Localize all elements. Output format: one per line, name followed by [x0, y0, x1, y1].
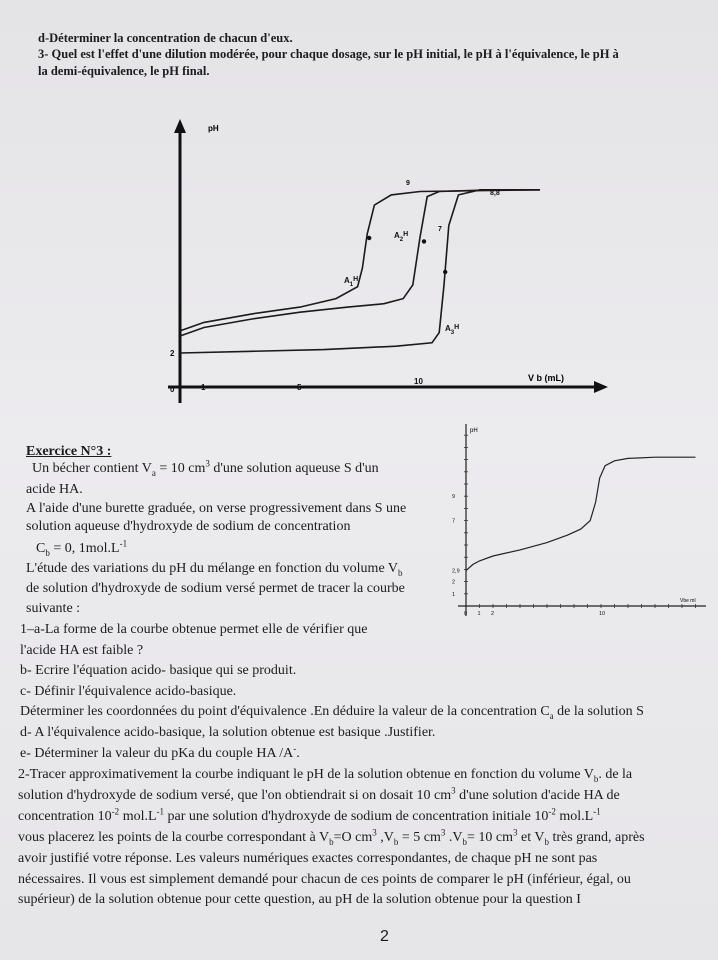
chart1-x-arrow: [594, 381, 608, 393]
chart1-point-marker: [422, 239, 426, 243]
exercise-text-line: $C_b = 0$, $1mol.L^{-1}$: [36, 538, 128, 558]
chart1-series-label: $A_3H$: [445, 324, 460, 336]
page-number: 2: [380, 928, 389, 945]
question-2-line: avoir justifié votre réponse. Les valeurs numériques exactes correspondantes, de chaque pH ne sont pas: [18, 851, 598, 866]
question-2-line: concentration $10^{-2}$ $mol.L^{-1}$ par une solution d'hydroxyde de sodium de concentration initiale $10^{-2}$ $mol.L^{-1}$: [18, 806, 601, 824]
exercise-title: Exercice N°3 :: [26, 444, 112, 459]
chart1-x-label: V b (mL): [528, 373, 564, 383]
chart1-x-tick-label: 0: [170, 385, 175, 394]
chart2-y-tick-label: 9: [452, 494, 456, 501]
exercise-text-line: Un bécher contient $V_a = 10$ $cm^3$ d'une solution aqueuse S d'un: [32, 458, 379, 478]
question-1b: b- Ecrire l'équation acido- basique qui se produit.: [20, 663, 297, 678]
chart2-x-tick-label: 2: [491, 611, 495, 617]
chart2-x-label: Vbe ml: [680, 598, 696, 604]
question-1a: 1–a-La forme de la courbe obtenue permet elle de vérifier que: [20, 622, 368, 637]
chart2-series-line: [466, 457, 696, 570]
question-2-line: vous placerez les points de la courbe correspondant à $V_b=O$ $cm^3$ $,V_b = 5$ $cm^3$ $.V_b= 10$ $cm^3$ et $V_b$ très grand, après: [18, 827, 645, 847]
chart1-annotation: 8,8: [490, 190, 500, 197]
chart1-point-marker: [367, 236, 371, 240]
question-3-line2: la demi-équivalence, le pH final.: [38, 64, 210, 78]
chart1-x-tick-label: 5: [297, 383, 302, 392]
question-d-top: d-Déterminer la concentration de chacun d'eux.: [38, 31, 293, 45]
chart1-x-tick-label: 10: [414, 377, 423, 386]
titration-chart-2: [448, 420, 710, 625]
exercise-text-line: de solution d'hydroxyde de sodium versé permet de tracer la courbe: [26, 581, 405, 596]
chart1-point-marker: [443, 270, 447, 274]
question-3-line1: 3- Quel est l'effet d'une dilution modérée, pour chaque dosage, sur le pH initial, le pH à l'équivalence, le pH à: [38, 47, 619, 61]
exercise-text-line: solution aqueuse d'hydroxyde de sodium de concentration: [26, 519, 351, 534]
question-2-line: nécessaires. Il vous est simplement demandé pour chacun de ces points de comparer le pH (inférieur, égal, ou: [18, 872, 631, 887]
chart1-series-line-A1H: [180, 190, 540, 336]
question-2-line: supérieur) de la solution obtenue pour cette question, au pH de la solution obtenue pour la question I: [18, 892, 581, 907]
chart1-series-line-A2H: [180, 190, 540, 331]
chart1-series-line-A3H: [180, 190, 540, 353]
question-2-line: solution d'hydroxyde de sodium versé, que l'on obtiendrait si on dosait 10 $cm^3$ d'une solution d'acide HA de: [18, 785, 620, 803]
chart2-y-tick-label: 7: [452, 518, 456, 525]
question-1a-cont: l'acide HA est faible ?: [20, 643, 144, 658]
chart2-y-tick-label: 1: [452, 591, 456, 598]
chart1-y-tick-label: 2: [170, 349, 175, 358]
exercise-text-line: suivante :: [26, 601, 81, 616]
exercise-text-line: L'étude des variations du pH du mélange en fonction du volume $V_b$: [26, 561, 403, 578]
chart2-x-tick-label: 1: [477, 611, 481, 617]
chart1-y-arrow: [174, 119, 186, 133]
chart2-x-tick-label: 10: [599, 611, 606, 617]
chart2-x-tick-label: 0: [464, 611, 468, 617]
chart1-x-tick-label: 1: [201, 383, 206, 392]
chart1-series-label: $A_1H$: [344, 276, 359, 288]
chart1-y-label: pH: [208, 124, 219, 133]
chart1-annotation: 9: [406, 180, 410, 187]
titration-chart-1: [150, 115, 610, 410]
chart2-y-label: pH: [470, 428, 478, 434]
question-1c: c- Définir l'équivalence acido-basique.: [20, 684, 237, 699]
question-1d: d- A l'équivalence acido-basique, la solution obtenue est basique .Justifier.: [20, 725, 436, 740]
chart1-annotation: 7: [438, 226, 442, 233]
exercise-text-line: A l'aide d'une burette graduée, on verse progressivement dans S une: [26, 501, 407, 516]
question-1e: e- Déterminer la valeur du pKa du couple HA /A-.: [20, 743, 300, 761]
question-2: 2-Tracer approximativement la courbe indiquant le pH de la solution obtenue en fonction du volume $V_b$. de la: [18, 767, 633, 784]
chart1-series-label: $A_2H$: [394, 231, 409, 243]
chart2-y-tick-label: 2: [452, 579, 456, 586]
chart2-y-tick-label: 2,9: [452, 568, 460, 575]
question-1c-determine: Déterminer les coordonnées du point d'équivalence .En déduire la valeur de la concentration $C_a$ de la solution S: [20, 704, 644, 721]
exercise-text-line: acide HA.: [26, 482, 83, 497]
